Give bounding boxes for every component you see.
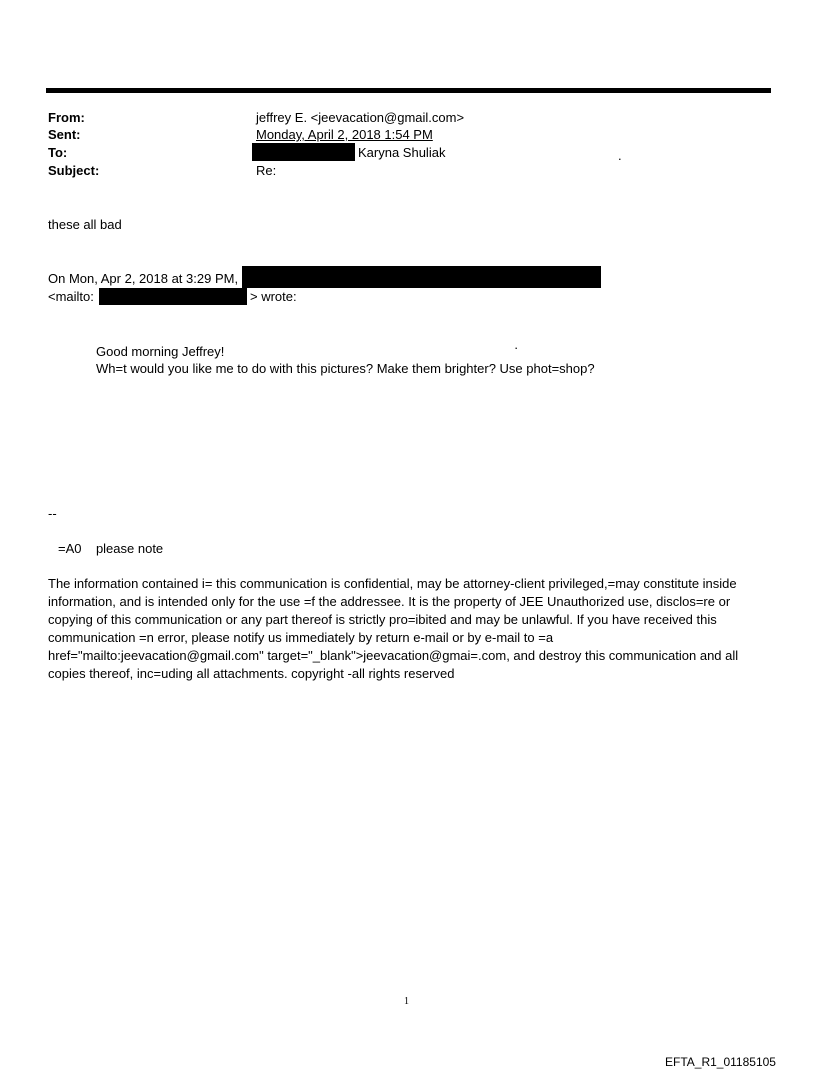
disclaimer-text: The information contained i= this communication is confidential, may be attorney-client privileged,=may constitute inside information, and is intended only for the use =f the addressee. It is the property of JEE Unauthorized use, disclos=re or copying of this communication or any part thereof is strictly pro=ibited and may be unlawful. If you have received this communication =n error, please notify us immediately by return e-mail or by e-mail to =a href="mailto:jeevacation@gmail.com" target="_blank">jeevacation@gmai=.com, and destroy this communication and all copies thereof, inc=uding all attachments. copyright -all rights reserved [48,576,739,681]
to-label: To: [48,145,68,160]
stray-mark: · [514,340,519,355]
quote-intro-mailto: <mailto: [48,289,94,304]
quote-intro-line1: On Mon, Apr 2, 2018 at 3:29 PM, [48,271,239,286]
sent-label: Sent: [48,127,81,142]
quote-intro-wrote: > wrote: [250,289,297,304]
redaction-mailto [99,288,247,305]
redaction-sender [242,266,601,288]
quoted-greeting: Good morning Jeffrey! [96,344,225,359]
from-label: From: [48,110,85,125]
sent-value: Monday, April 2, 2018 1:54 PM [256,127,433,142]
bates-number: EFTA_R1_01185105 [665,1055,776,1069]
from-value: jeffrey E. <jeevacation@gmail.com> [256,110,465,125]
to-value: Karyna Shuliak [358,145,446,160]
reply-text: these all bad [48,217,122,232]
subject-value: Re: [256,163,277,178]
page-number: 1 [404,996,409,1007]
subject-label: Subject: [48,163,100,178]
header-rule [46,88,771,93]
signature-dashes: -- [48,506,57,521]
redaction-to [252,143,355,161]
quoted-message: Wh=t would you like me to do with this pictures? Make them brighter? Use phot=shop? [96,361,595,376]
stray-mark: . [618,148,622,163]
note-line: =A0 please note [58,541,164,556]
